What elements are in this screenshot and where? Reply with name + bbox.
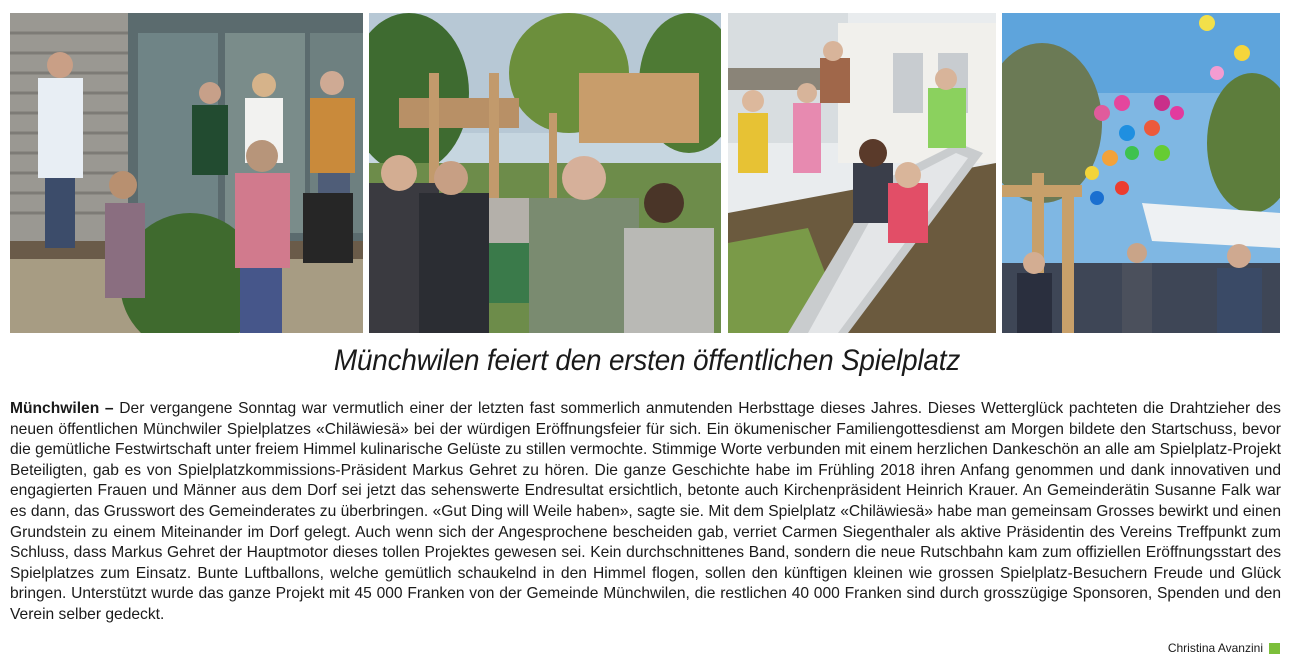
photo-playground-crowd xyxy=(369,13,721,333)
photo-stage-speakers xyxy=(10,13,363,333)
article-body xyxy=(10,399,1281,626)
author-name: Christina Avanzini xyxy=(1167,641,1263,655)
photo-balloons xyxy=(1002,13,1280,333)
author-credit xyxy=(1168,641,1280,655)
photo-children-slide xyxy=(728,13,996,333)
article-headline: Münchwilen feiert den ersten öffentlichen Spielplatz xyxy=(333,344,961,377)
article-body-text: Der vergangene Sonntag war vermutlich einer der letzten fast sommerlich anmutenden Herbsttage dieses Jahres. Dieses Wetterglück pachteten die Drahtzieher des neuen öffentlichen Münchwiler Spielplatzes «Chiläwiesä» bei der würdigen Eröffnungsfeier für sich. Ein ökumenischer Familiengottesdienst am Morgen bildete den Startschuss, bevor die gemütliche Festwirtschaft unter freiem Himmel kulinarische Gelüste zu stillen vermochte. Stimmige Worte verbunden mit einem herzlichen Dankeschön an alle am Spielplatz-Projekt Beteiligten, gab es von Spielplatzkommissions-Präsident Markus Gehret zu hören. Die ganze Geschichte habe im Frühling 2018 ihren Anfang genommen und dank innovativen und engagierten Frauen und Männer aus dem Dorf sei jetzt das sehenswerte Endresultat ersichtlich, betonte auch Kirchenpräsident Heinrich Krauer. An Gemeinderätin Susanne Falk war es dann, das Grusswort des Gemeinderates zu überbringen. «Gut Ding will Weile haben», sagte sie. Mit dem Spielplatz «Chiläwiesä» habe man gemeinsam Grosses bewirkt und einen Grundstein zu einem Miteinander im Dorf gelegt. Auch wenn sich der Angesprochene bescheiden gab, verriet Carmen Siegenthaler als aktive Präsidentin des Vereins Treffpunkt zum Schluss, dass Markus Gehret der Hauptmotor dieses tollen Projektes gewesen sei. Kein durchschnittenes Band, sondern die neue Rutschbahn kam zum offiziellen Eröffnungsstart des Spielplatzes zum Einsatz. Bunte Luftballons, welche gemütlich schaukelnd in den Himmel flogen, sollen den künftigen kleinen wie grossen Spielplatz-Besuchern Freude und Glück bringen. Unterstützt wurde das ganze Projekt mit 45 000 Franken von der Gemeinde Münchwilen, die restlichen 40 000 Franken sind durch grosszügige Sponsoren, Spenden und den Verein selber gedeckt. xyxy=(10,400,1281,623)
author-marker xyxy=(1269,643,1280,654)
article-lead: Münchwilen – xyxy=(10,400,114,417)
